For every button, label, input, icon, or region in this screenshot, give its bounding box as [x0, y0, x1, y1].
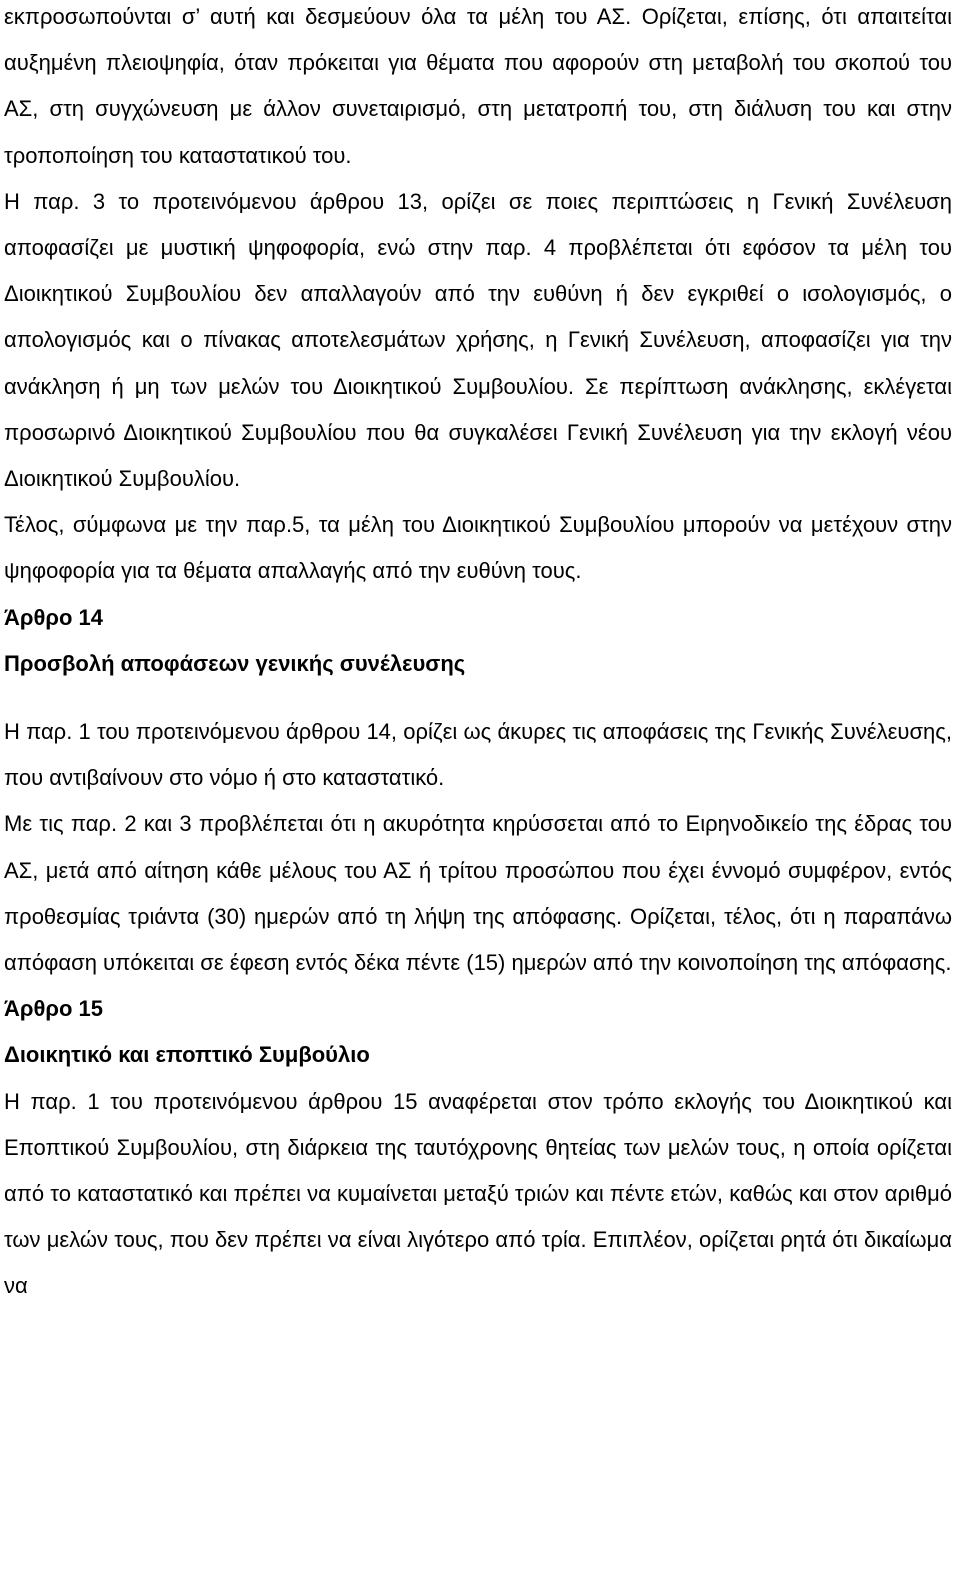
article-15-title: Διοικητικό και εποπτικό Συμβούλιο — [4, 1042, 370, 1068]
article-15-number: Άρθρο 15 — [4, 996, 104, 1022]
article-15-paragraph-1: Η παρ. 1 του προτεινόμενου άρθρου 15 αναφέρεται στον τρόπο εκλογής του Διοικητικού και Εποπτικού Συμβουλίου, στη διάρκεια της ταυτόχρονης θητείας των μελών τους, η οποία ορίζεται από το καταστατικό και πρέπει να κυμαίνεται μεταξύ τριών και πέντε ετών, καθώς και στον αριθμό των μελών τους, που δεν πρέπει να είναι λιγότερο από τρία. Επιπλέον, ορίζεται ρητά ότι δικαίωμα να — [4, 1088, 952, 1299]
paragraph-general-assembly-majority: εκπροσωπούνται σ’ αυτή και δεσμεύουν όλα τα μέλη του ΑΣ. Ορίζεται, επίσης, ότι απαιτείται αυξημένη πλειοψηφία, όταν πρόκειται για θέματα που αφορούν στη μεταβολή του σκοπού του ΑΣ, στη συγχώνευση με άλλον συνεταιρισμό, στη μετατροπή του, στη διάλυση του και στην τροποποίηση του καταστατικού του. — [4, 4, 952, 168]
document-page — [4, 0, 952, 1310]
article-14-number: Άρθρο 14 — [4, 604, 104, 630]
paragraph-board-voting: Τέλος, σύμφωνα με την παρ.5, τα μέλη του Διοικητικού Συμβουλίου μπορούν να μετέχουν στην ψηφοφορία για τα θέματα απαλλαγής από την ευθύνη τους. — [4, 512, 952, 584]
paragraph-secret-ballot: Η παρ. 3 το προτεινόμενου άρθρου 13, ορίζει σε ποιες περιπτώσεις η Γενική Συνέλευση αποφασίζει με μυστική ψηφοφορία, ενώ στην παρ. 4 προβλέπεται ότι εφόσον τα μέλη του Διοικητικού Συμβουλίου δεν απαλλαγούν από την ευθύνη ή δεν εγκριθεί ο ισολογισμός, ο απολογισμός και ο πίνακας αποτελεσμάτων χρήσης, η Γενική Συνέλευση, αποφασίζει για την ανάκληση ή μη των μελών του Διοικητικού Συμβουλίου. Σε περίπτωση ανάκλησης, εκλέγεται προσωρινό Διοικητικού Συμβουλίου που θα συγκαλέσει Γενική Συνέλευση για την εκλογή νέου Διοικητικού Συμβουλίου. — [4, 188, 952, 492]
article-14-paragraph-1: Η παρ. 1 του προτεινόμενου άρθρου 14, ορίζει ως άκυρες τις αποφάσεις της Γενικής Συνέλευσης, που αντιβαίνουν στο νόμο ή στο καταστατικό. — [4, 719, 952, 791]
article-14-title: Προσβολή αποφάσεων γενικής συνέλευσης — [4, 650, 466, 676]
article-14-paragraph-2: Με τις παρ. 2 και 3 προβλέπεται ότι η ακυρότητα κηρύσσεται από το Ειρηνοδικείο της έδρας του ΑΣ, μετά από αίτηση κάθε μέλους του ΑΣ ή τρίτου προσώπου που έχει έννομό συμφέρον, εντός προθεσμίας τριάντα (30) ημερών από τη λήψη της απόφασης. Ορίζεται, τέλος, ότι η παραπάνω απόφαση υπόκειται σε έφεση εντός δέκα πέντε (15) ημερών από την κοινοποίηση της απόφασης. — [4, 811, 952, 976]
